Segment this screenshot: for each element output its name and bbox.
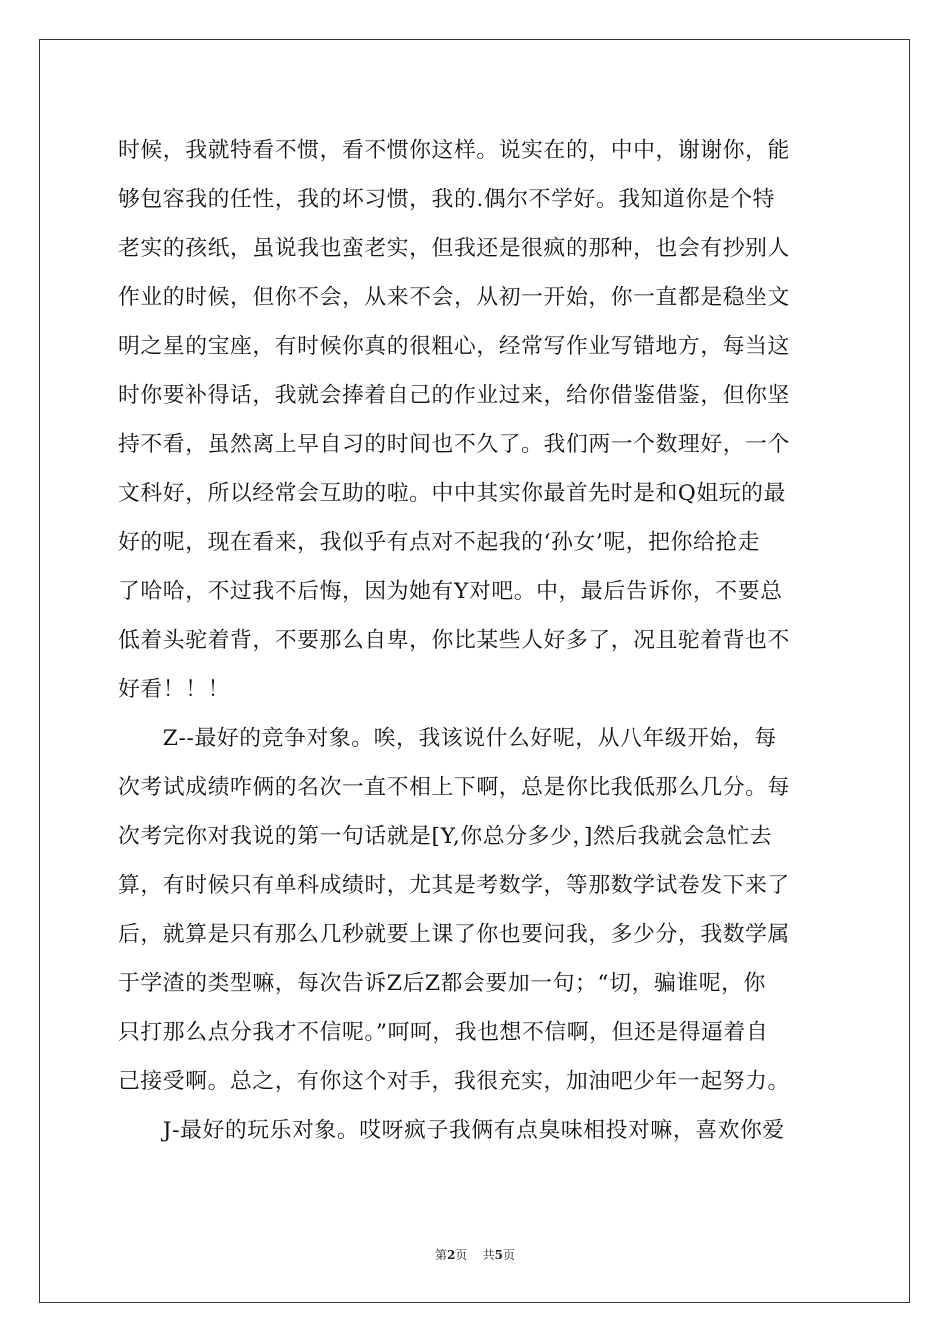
text-line: 老实的孩纸，虽说我也蛮老实，但我还是很疯的那种，也会有抄别人 — [118, 236, 790, 261]
text-line: 低着头驼着背，不要那么自卑，你比某些人好多了，况且驼着背也不 — [118, 628, 790, 653]
total-prefix: 共 — [482, 1248, 495, 1262]
text-line: 明之星的宝座，有时候你真的很粗心，经常写作业写错地方，每当这 — [118, 334, 790, 359]
text-line: 持不看，虽然离上早自习的时间也不久了。我们两一个数理好，一个 — [118, 432, 790, 457]
page-suffix: 页 — [455, 1248, 468, 1262]
text-line: 后，就算是只有那么几秒就要上课了你也要问我，多少分，我数学属 — [118, 922, 790, 947]
text-line: 于学渣的类型嘛，每次告诉Z后Z都会要加一句；“切，骗谁呢，你 — [118, 971, 766, 996]
text-line: 次考试成绩咋俩的名次一直不相上下啊，总是你比我低那么几分。每 — [118, 775, 790, 800]
page-total: 5 — [494, 1248, 503, 1262]
text-line: 只打那么点分我才不信呢。”呵呵，我也想不信啊，但还是得逼着自 — [118, 1020, 769, 1045]
body-text — [118, 126, 838, 1155]
text-line: J-最好的玩乐对象。哎呀疯子我俩有点臭味相投对嘛，喜欢你爱 — [118, 1118, 785, 1143]
text-line: 己接受啊。总之，有你这个对手，我很充实，加油吧少年一起努力。 — [118, 1069, 790, 1094]
page-footer — [0, 1246, 950, 1263]
text-line: 作业的时候，但你不会，从来不会，从初一开始，你一直都是稳坐文 — [118, 285, 790, 310]
text-line: 了哈哈，不过我不后悔，因为她有Y对吧。中，最后告诉你，不要总 — [118, 579, 783, 604]
text-line: 次考完你对我说的第一句话就是[Y,你总分多少，]然后我就会急忙去 — [118, 824, 773, 849]
text-line: 好看！！！ — [118, 677, 230, 702]
text-line: 文科好，所以经常会互助的啦。中中其实你最首先时是和Q姐玩的最 — [118, 481, 786, 506]
page-current: 2 — [446, 1248, 456, 1262]
total-suffix: 页 — [503, 1248, 516, 1262]
text-line: 够包容我的任性，我的坏习惯，我的.偶尔不学好。我知道你是个特 — [118, 187, 776, 212]
text-line: 好的呢，现在看来，我似乎有点对不起我的‘孙女’呢，把你给抢走 — [118, 530, 761, 555]
text-line: 算，有时候只有单科成绩时，尤其是考数学，等那数学试卷发下来了 — [118, 873, 790, 898]
text-line: Z--最好的竞争对象。唉，我该说什么好呢，从八年级开始，每 — [118, 726, 777, 751]
text-line: 时候，我就特看不惯，看不惯你这样。说实在的，中中，谢谢你，能 — [118, 138, 790, 163]
page-prefix: 第 — [434, 1248, 447, 1262]
text-line: 时你要补得话，我就会捧着自己的作业过来，给你借鉴借鉴，但你坚 — [118, 383, 790, 408]
